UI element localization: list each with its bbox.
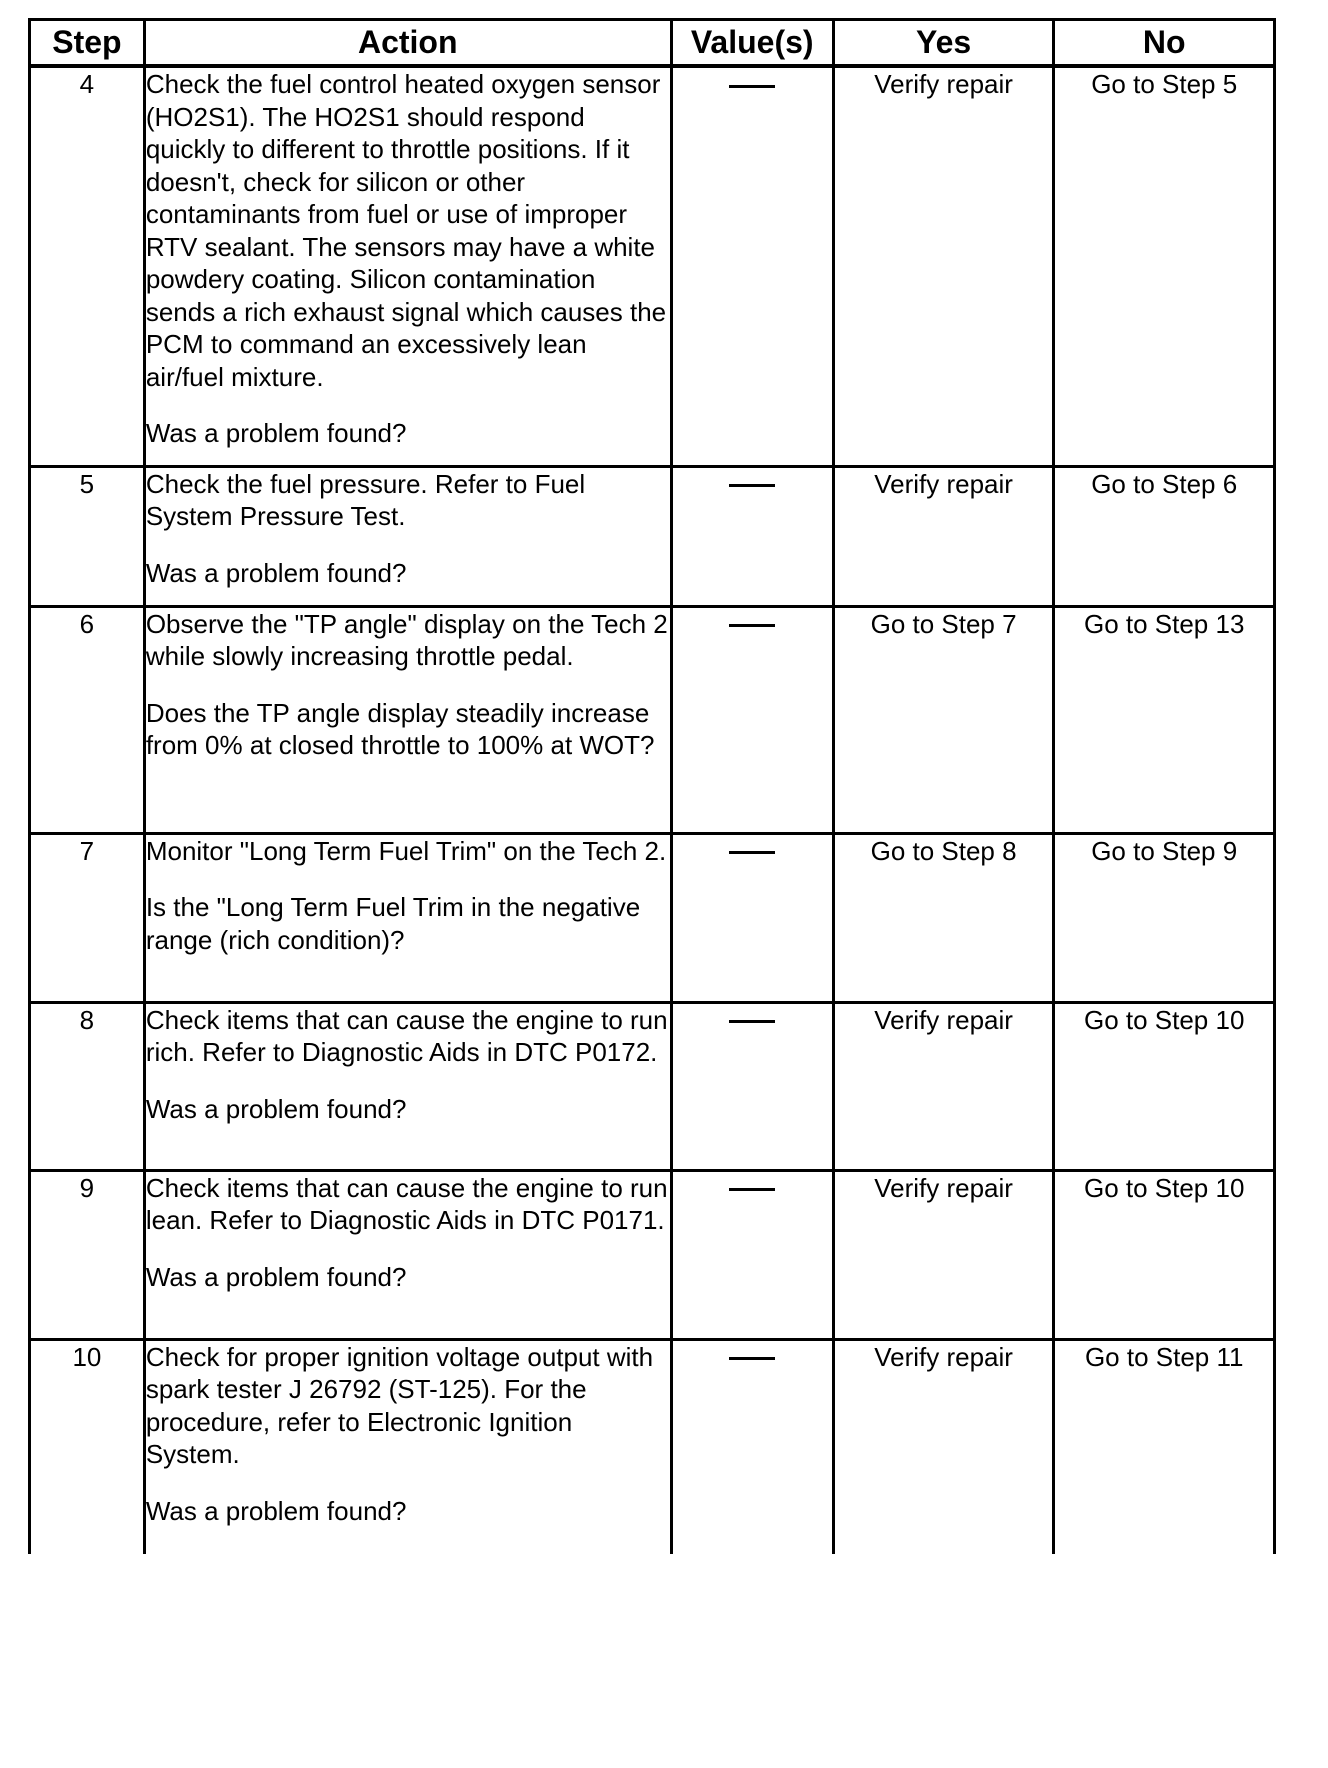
step-number: 5 [30, 466, 145, 606]
yes-result: Verify repair [833, 466, 1054, 606]
yes-result: Verify repair [833, 1170, 1054, 1339]
header-row [30, 20, 1275, 67]
no-result: Go to Step 11 [1054, 1339, 1275, 1554]
yes-result: Go to Step 7 [833, 606, 1054, 833]
action-cell [144, 833, 671, 1002]
action-text: Monitor "Long Term Fuel Trim" on the Tech 2. [145, 835, 667, 866]
action-question: Is the "Long Term Fuel Trim in the negative range (rich condition)? [145, 892, 641, 955]
yes-result: Verify repair [833, 1339, 1054, 1554]
action-cell [144, 606, 671, 833]
action-text: Check the fuel control heated oxygen sensor (HO2S1). The HO2S1 should respond quickly to different to throttle positions. If it doesn't, check for silicon or other contaminants from fuel or use of improper RTV sealant. The sensors may have a white powdery coating. Silicon contamination sends a rich exhaust signal which causes the PCM to command an excessively lean air/fuel mixture. [145, 69, 667, 392]
action-cell [144, 466, 671, 606]
value-cell [671, 66, 833, 466]
no-result: Go to Step 5 [1054, 66, 1275, 466]
diagnostic-table [28, 18, 1276, 1554]
empty-value-dash [729, 1188, 775, 1191]
empty-value-dash [729, 851, 775, 854]
action-cell [144, 1339, 671, 1554]
step-number: 7 [30, 833, 145, 1002]
empty-value-dash [729, 1357, 775, 1360]
action-text: Check items that can cause the engine to run lean. Refer to Diagnostic Aids in DTC P0171. [145, 1172, 668, 1235]
empty-value-dash [729, 484, 775, 487]
no-result: Go to Step 13 [1054, 606, 1275, 833]
table-row [30, 466, 1275, 606]
action-text: Check items that can cause the engine to run rich. Refer to Diagnostic Aids in DTC P0172. [145, 1004, 668, 1067]
action-cell [144, 1170, 671, 1339]
table-row [30, 1339, 1275, 1554]
action-text: Check for proper ignition voltage output with spark tester J 26792 (ST-125). For the procedure, refer to Electronic Ignition System. [145, 1341, 654, 1469]
step-number: 4 [30, 66, 145, 466]
value-cell [671, 1339, 833, 1554]
value-cell [671, 1170, 833, 1339]
table-row [30, 1170, 1275, 1339]
table-row [30, 833, 1275, 1002]
yes-result: Verify repair [833, 1002, 1054, 1170]
empty-value-dash [729, 624, 775, 627]
step-number: 8 [30, 1002, 145, 1170]
value-cell [671, 466, 833, 606]
empty-value-dash [729, 1020, 775, 1023]
value-cell [671, 606, 833, 833]
yes-result: Verify repair [833, 66, 1054, 466]
no-result: Go to Step 6 [1054, 466, 1275, 606]
header-step: Step [30, 20, 145, 67]
value-cell [671, 1002, 833, 1170]
header-values: Value(s) [671, 20, 833, 67]
no-result: Go to Step 9 [1054, 833, 1275, 1002]
table-row [30, 606, 1275, 833]
header-yes: Yes [833, 20, 1054, 67]
yes-result: Go to Step 8 [833, 833, 1054, 1002]
action-question: Does the TP angle display steadily increase from 0% at closed throttle to 100% at WOT? [145, 697, 655, 760]
value-cell [671, 833, 833, 1002]
empty-value-dash [729, 85, 775, 88]
action-question: Was a problem found? [145, 1261, 407, 1292]
header-action: Action [144, 20, 671, 67]
step-number: 6 [30, 606, 145, 833]
step-number: 9 [30, 1170, 145, 1339]
action-cell [144, 66, 671, 466]
action-question: Was a problem found? [145, 418, 407, 448]
action-question: Was a problem found? [145, 557, 407, 588]
action-text: Observe the "TP angle" display on the Tech 2 while slowly increasing throttle pedal. [145, 608, 668, 671]
action-question: Was a problem found? [145, 1495, 407, 1526]
no-result: Go to Step 10 [1054, 1002, 1275, 1170]
action-text: Check the fuel pressure. Refer to Fuel System Pressure Test. [145, 468, 586, 531]
action-cell [144, 1002, 671, 1170]
action-question: Was a problem found? [145, 1093, 407, 1124]
step-number: 10 [30, 1339, 145, 1554]
no-result: Go to Step 10 [1054, 1170, 1275, 1339]
header-no: No [1054, 20, 1275, 67]
table-row [30, 66, 1275, 466]
table-row [30, 1002, 1275, 1170]
